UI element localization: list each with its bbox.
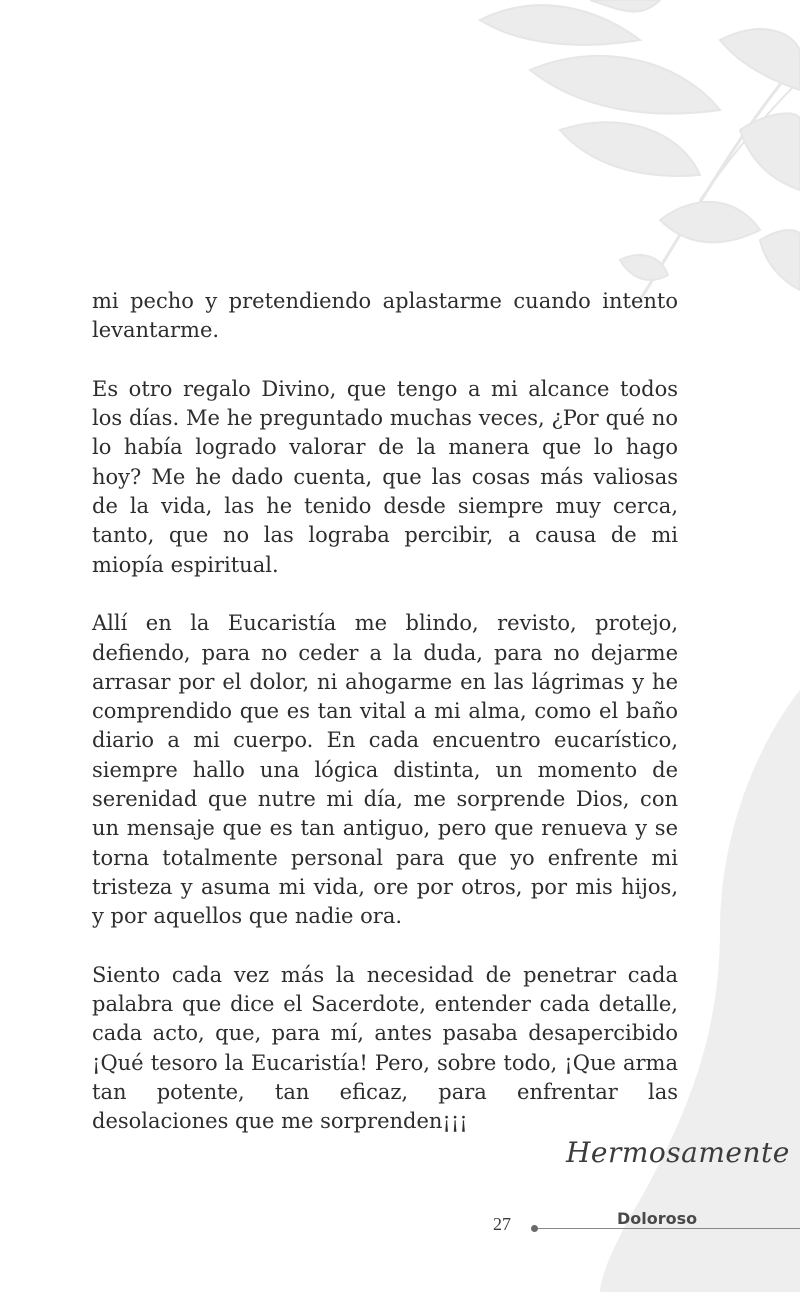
leaf-branch-icon: [480, 0, 800, 300]
footer-dot: [531, 1225, 538, 1232]
brand-title: Hermosamente: [566, 1136, 790, 1169]
paragraph-1: mi pecho y pretendiendo aplastarme cuando intento levantarme.: [92, 289, 678, 343]
paragraph-4: Siento cada vez más la necesidad de penetrar cada palabra que dice el Sacerdote, entender cada detalle, cada acto, que, para mí, antes pasaba desapercibido ¡Qué tesoro la Eucaristía! Pero, sobre todo, ¡Que arma tan potente, tan eficaz, para enfrentar las desolaciones que me sorprenden¡¡¡: [92, 962, 678, 1134]
body-text: [92, 287, 678, 1166]
paragraph-2: Es otro regalo Divino, que tengo a mi alcance todos los días. Me he preguntado muchas veces, ¿Por qué no lo había logrado valorar de la manera que lo hago hoy? Me he dado cuenta, que las cosas más valiosas de la vida, las he tenido desde siempre muy cerca, tanto, que no las lograba percibir, a causa de mi miopía espiritual.: [92, 376, 678, 577]
page-number: 27: [493, 1214, 511, 1234]
paragraph-3: Allí en la Eucaristía me blindo, revisto, protejo, defiendo, para no ceder a la duda, para no dejarme arrasar por el dolor, ni ahogarme en las lágrimas y he comprendido que es tan vital a mi alma, como el baño diario a mi cuerpo. En cada encuentro eucarístico, siempre hallo una lógica distinta, un momento de serenidad que nutre mi día, me sorprende Dios, con un mensaje que es tan antiguo, pero que renueva y se torna totalmente personal para que yo enfrente mi tristeza y asuma mi vida, ore por otros, por mis hijos, y por aquellos que nadie ora.: [92, 611, 678, 929]
footer-rule: [536, 1228, 800, 1229]
brand-subtitle: Doloroso: [617, 1209, 698, 1228]
